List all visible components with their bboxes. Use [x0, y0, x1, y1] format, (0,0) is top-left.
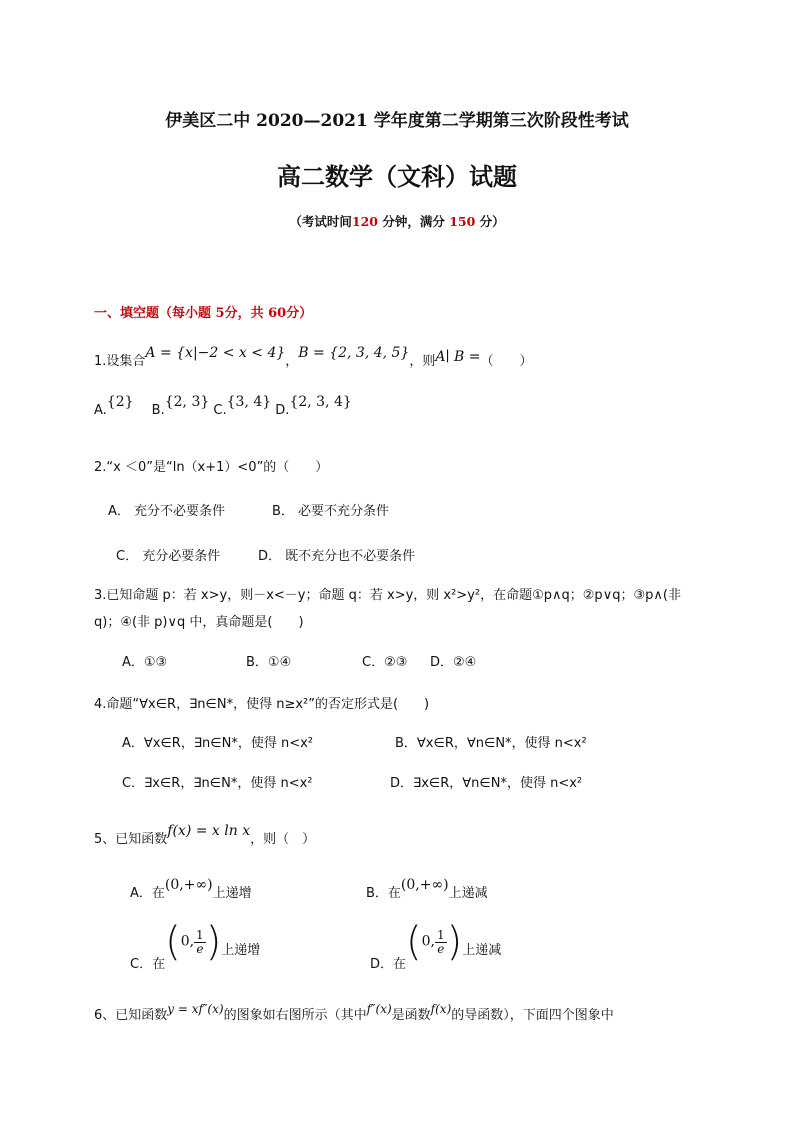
- q1-set-a: A = {x|−2 < x < 4}: [145, 345, 286, 361]
- q6-mid1: 的图象如右图所示（其中: [223, 1008, 367, 1023]
- q5-option-b-prefix: B．在: [366, 886, 401, 901]
- q5-suffix: ，则（ ）: [250, 832, 316, 847]
- exam-score-value: 150: [449, 214, 476, 229]
- q6-mid2: 是函数: [391, 1008, 431, 1023]
- q5-option-d: [370, 919, 502, 972]
- question-1-stem: [94, 345, 533, 369]
- q1-expression: A∣ B =: [435, 349, 481, 365]
- note-suffix: 分）: [475, 214, 505, 229]
- q1-prefix: 1.设集合: [94, 354, 146, 369]
- left-paren-glyph: (: [165, 919, 181, 965]
- q6-fx: f(x): [430, 1002, 452, 1016]
- q5-option-a-interval: (0,+∞): [164, 877, 213, 893]
- right-paren-glyph: ): [446, 919, 463, 965]
- q3-option-a: A．①③: [122, 655, 168, 670]
- q4-option-c: C．∃x∈R，∃n∈N*，使得 n<x²: [122, 776, 313, 791]
- q1-option-d-label: D.: [275, 403, 290, 418]
- question-2-stem: 2.“x ＜0”是“ln（x+1）<0”的（ ）: [94, 460, 329, 475]
- q5-option-d-fraction: [435, 929, 447, 956]
- q5-option-d-prefix: D．在: [370, 956, 407, 972]
- q5-option-a-suffix: 上递增: [212, 886, 252, 901]
- q1-set-b: B = {2, 3, 4, 5}: [298, 345, 410, 361]
- q1-option-c-label: C.: [213, 403, 227, 418]
- q5-option-d-suffix: 上递减: [462, 942, 502, 958]
- q5-option-a: [130, 877, 252, 901]
- right-paren-glyph: ): [205, 919, 222, 965]
- q1-option-a: {2}: [106, 394, 134, 410]
- question-1-options: [94, 394, 352, 418]
- q2-option-c: C． 充分必要条件: [116, 549, 221, 564]
- fraction-numerator: 1: [436, 927, 445, 942]
- exam-time-value: 120: [351, 214, 378, 229]
- fraction-denominator: e: [437, 941, 445, 956]
- q5-function: f(x) = x ln x: [167, 823, 251, 839]
- q1-ask: ，则: [409, 354, 436, 369]
- q1-option-b: {2, 3}: [164, 394, 210, 410]
- q5-option-c-suffix: 上递增: [221, 942, 261, 958]
- q1-comma: ，: [285, 354, 299, 369]
- question-3-stem-line1: 3.已知命题 p：若 x>y，则－x<－y；命题 q：若 x>y，则 x²>y²，在命题①p∧q；②p∨q；③p∧(非: [94, 588, 681, 603]
- q5-option-c: [130, 919, 261, 972]
- q5-option-d-zero: 0,: [421, 933, 435, 950]
- question-5-stem: [94, 823, 316, 847]
- q1-option-a-label: A.: [94, 403, 107, 418]
- exam-subject-title: 高二数学（文科）试题: [277, 162, 517, 191]
- q5-option-b-interval: (0,+∞): [400, 877, 449, 893]
- note-middle: 分钟，满分: [377, 214, 450, 229]
- note-prefix: （考试时间: [289, 214, 352, 229]
- q2-option-d: D． 既不充分也不必要条件: [258, 549, 416, 564]
- q4-option-b: B．∀x∈R，∀n∈N*，使得 n<x²: [395, 736, 587, 751]
- q5-prefix: 5、已知函数: [94, 832, 168, 847]
- q1-option-b-label: B.: [151, 403, 165, 418]
- q5-option-c-prefix: C．在: [130, 956, 166, 972]
- fraction-denominator: e: [196, 941, 204, 956]
- q1-option-d: {2, 3, 4}: [289, 394, 352, 410]
- q6-prefix: 6、已知函数: [94, 1008, 168, 1023]
- q5-option-c-zero: 0,: [180, 933, 195, 950]
- q5-option-a-prefix: A．在: [130, 886, 165, 901]
- q3-option-b: B．①④: [246, 655, 292, 670]
- question-4-stem: 4.命题“∀x∈R，∃n∈N*，使得 n≥x²”的否定形式是( ): [94, 697, 430, 712]
- q2-option-b: B． 必要不充分条件: [272, 504, 390, 519]
- exam-time-note: [0, 212, 794, 230]
- q5-option-b: [366, 877, 488, 901]
- q5-option-c-fraction: [194, 929, 206, 956]
- exam-header-title: 伊美区二中 2020—2021 学年度第二学期第三次阶段性考试: [165, 111, 629, 131]
- section-heading: 一、填空题（每小题 5分，共 60分）: [94, 306, 313, 321]
- q5-option-b-suffix: 上递减: [448, 886, 488, 901]
- q3-option-d: D．②④: [430, 655, 477, 670]
- q6-derivative: f″(x): [366, 1002, 392, 1016]
- q1-answer-paren: （ ）: [480, 354, 533, 369]
- q6-function: y = xf″(x): [167, 1002, 224, 1016]
- q1-option-c: {3, 4}: [226, 394, 272, 410]
- fraction-numerator: 1: [196, 927, 204, 942]
- question-6-stem: [94, 1004, 614, 1023]
- q4-option-a: A．∀x∈R，∃n∈N*，使得 n<x²: [122, 736, 314, 751]
- left-paren-glyph: (: [406, 919, 422, 965]
- q6-suffix: 的导函数），下面四个图象中: [451, 1008, 614, 1023]
- question-3-stem-line2: q)；④(非 p)∨q 中，真命题是( ): [94, 615, 304, 630]
- q2-option-a: A． 充分不必要条件: [108, 504, 226, 519]
- q3-option-c: C．②③: [362, 655, 408, 670]
- q4-option-d: D．∃x∈R，∀n∈N*，使得 n<x²: [390, 776, 583, 791]
